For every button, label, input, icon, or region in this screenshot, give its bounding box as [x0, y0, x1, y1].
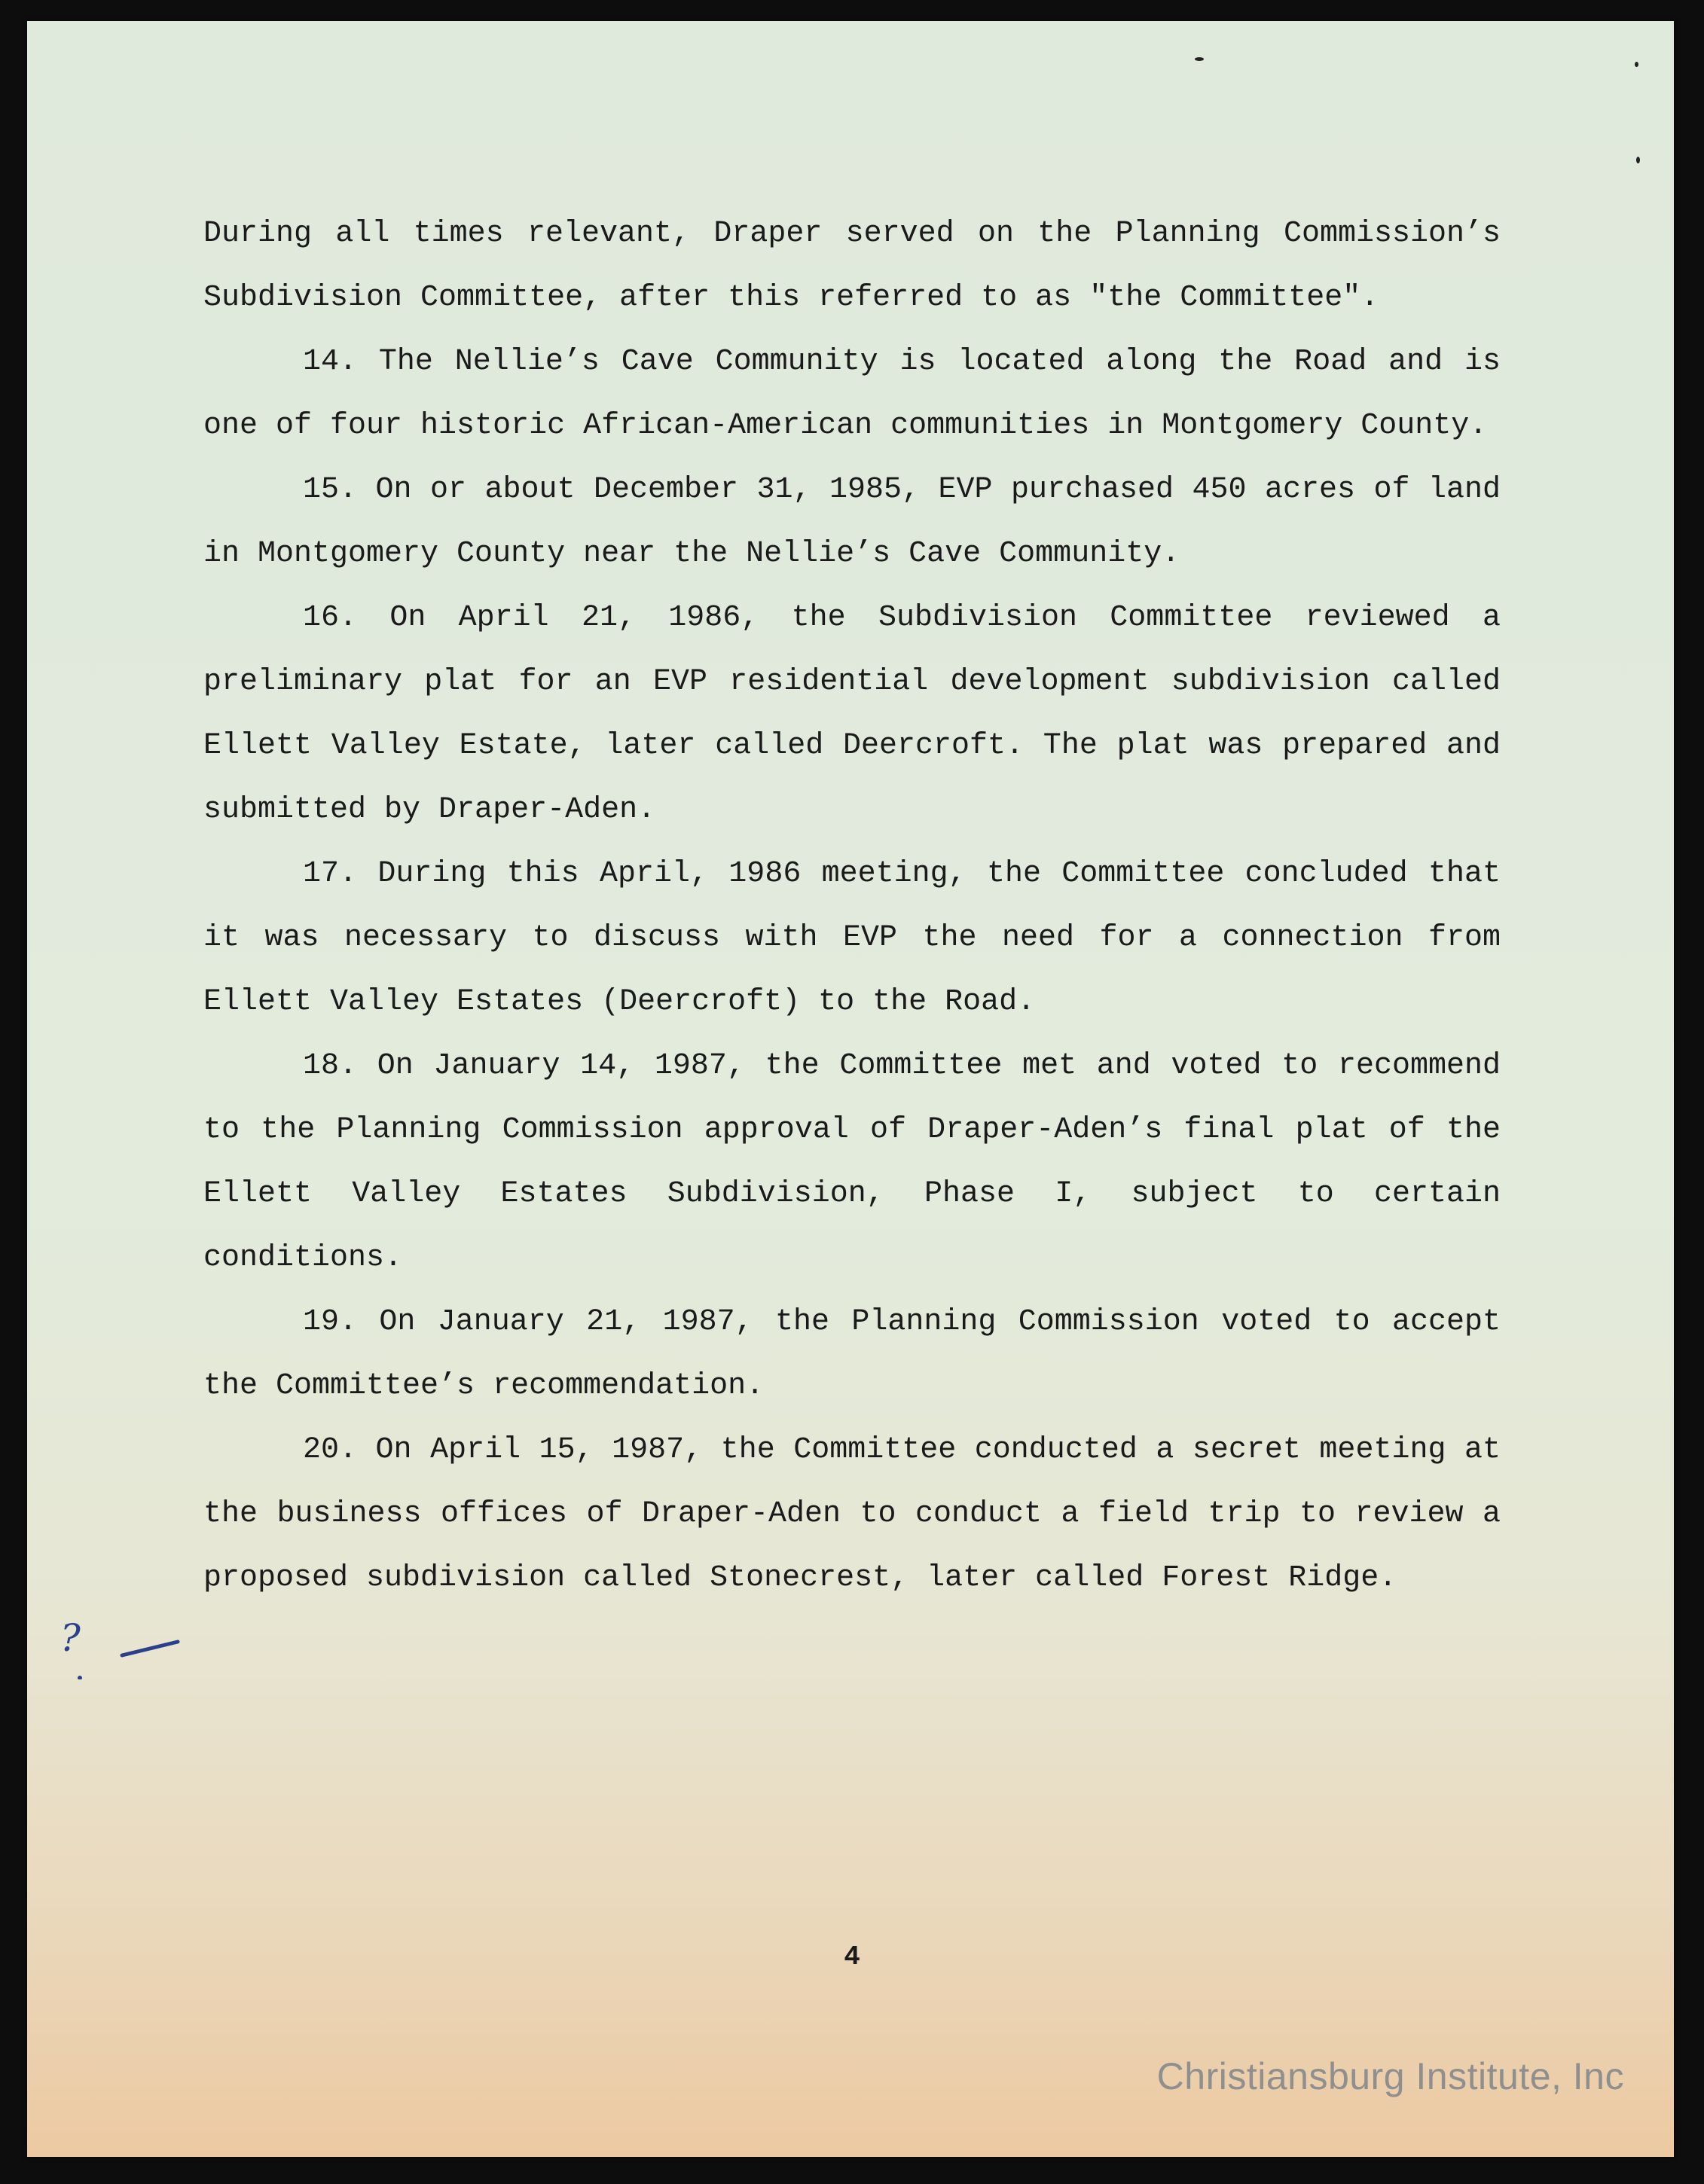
speck	[1195, 57, 1204, 61]
paragraph-14: 14. The Nellie’s Cave Community is located along the Road and is one of four historic African-American communities in Montgomery County.	[203, 345, 1501, 443]
paragraph-17: 17. During this April, 1986 meeting, the Committee concluded that it was necessary to discuss with EVP the need for a connection from Ellett Valley Estates (Deercroft) to the Road.	[203, 857, 1501, 1019]
paragraph-18: 18. On January 14, 1987, the Committee met and voted to recommend to the Planning Commission approval of Draper-Aden’s final plat of the Ellett Valley Estates Subdivision, Phase I, subject to certain conditions.	[203, 1049, 1501, 1275]
paragraph-19: 19. On January 21, 1987, the Planning Commission voted to accept the Committee’s recommendation.	[203, 1305, 1501, 1403]
paragraph-15: 15. On or about December 31, 1985, EVP purchased 450 acres of land in Montgomery County near the Nellie’s Cave Community.	[203, 473, 1501, 571]
watermark: Christiansburg Institute, Inc	[1156, 2055, 1624, 2097]
page-number: 4	[844, 1942, 860, 1972]
document-body	[203, 202, 1501, 1610]
handwritten-dot	[78, 1676, 82, 1679]
handwritten-question-mark: ?	[60, 1616, 81, 1660]
handwritten-dash	[122, 1642, 178, 1655]
paragraph-16: 16. On April 21, 1986, the Subdivision Committee reviewed a preliminary plat for an EVP residential development subdivision called Ellett Valley Estate, later called Deercroft. The plat was prepared and submitted by Draper-Aden.	[203, 601, 1501, 827]
paragraph-13-continued: During all times relevant, Draper served on the Planning Commission’s Subdivision Committee, after this referred to as "the Committee".	[203, 217, 1501, 315]
handwritten-margin-mark	[57, 1612, 185, 1679]
speck	[1635, 62, 1638, 67]
paragraph-20: 20. On April 15, 1987, the Committee conducted a secret meeting at the business offices of Draper-Aden to conduct a field trip to review a proposed subdivision called Stonecrest, later called Forest Ridge.	[203, 1433, 1501, 1595]
speck	[1636, 157, 1640, 163]
